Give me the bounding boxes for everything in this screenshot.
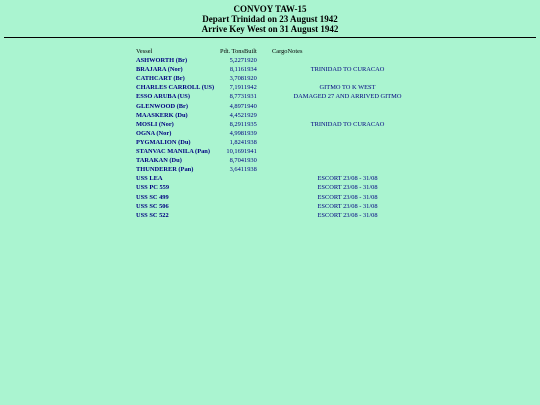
built-cell xyxy=(244,183,272,192)
built-cell xyxy=(244,211,272,220)
vessel-cell: PYGMALION (Du) xyxy=(136,138,191,146)
page-title: CONVOY TAW-15 xyxy=(233,4,307,14)
column-header-tons: Pdt. Tons xyxy=(220,48,244,55)
cargo-cell xyxy=(272,147,288,156)
table-row xyxy=(136,202,408,211)
notes-cell: TRINIDAD TO CURACAO xyxy=(310,120,385,128)
table-row xyxy=(136,102,408,111)
notes-cell xyxy=(288,156,408,165)
notes-cell: GITMO TO K WEST xyxy=(319,84,376,92)
tons-cell: 4,452 xyxy=(229,111,244,119)
built-cell xyxy=(244,174,272,183)
notes-cell xyxy=(288,102,408,111)
tons-cell: 3,708 xyxy=(229,75,244,83)
vessel-cell: ASHWORTH (Br) xyxy=(136,57,188,65)
table-row xyxy=(136,174,408,183)
table-row xyxy=(136,138,408,147)
notes-cell: ESCORT 23/08 - 31/08 xyxy=(317,184,378,192)
cargo-cell xyxy=(272,156,288,165)
table-row xyxy=(136,83,408,92)
built-cell: 1938 xyxy=(244,166,257,174)
vessel-cell: GLENWOOD (Br) xyxy=(136,102,189,110)
tons-cell: 8,116 xyxy=(229,66,244,74)
built-cell: 1931 xyxy=(244,93,257,101)
page-header xyxy=(0,0,540,34)
built-cell xyxy=(244,202,272,211)
vessel-cell: USS LEA xyxy=(136,175,163,183)
table-row xyxy=(136,193,408,202)
vessel-cell: TARAKAN (Du) xyxy=(136,157,182,165)
cargo-cell xyxy=(272,129,288,138)
header-divider xyxy=(4,37,536,38)
table-row xyxy=(136,56,408,65)
tons-cell: 8,773 xyxy=(229,93,244,101)
table-body xyxy=(136,56,408,220)
vessel-cell: MOSLI (Nor) xyxy=(136,120,174,128)
cargo-cell xyxy=(272,92,288,101)
built-cell: 1935 xyxy=(244,120,257,128)
table-row xyxy=(136,65,408,74)
tons-cell xyxy=(216,211,244,220)
cargo-cell xyxy=(272,111,288,120)
cargo-cell xyxy=(272,83,288,92)
table-row xyxy=(136,183,408,192)
column-header-cargo: Cargo xyxy=(272,48,288,55)
notes-cell xyxy=(288,147,408,156)
tons-cell xyxy=(216,183,244,192)
cargo-cell xyxy=(272,56,288,65)
vessel-cell: MAASKERK (Du) xyxy=(136,111,188,119)
table-row xyxy=(136,156,408,165)
notes-cell xyxy=(288,111,408,120)
tons-cell: 7,191 xyxy=(229,84,244,92)
built-cell: 1941 xyxy=(244,148,257,156)
tons-cell: 4,897 xyxy=(229,102,244,110)
tons-cell: 1,824 xyxy=(229,138,244,146)
notes-cell: ESCORT 23/08 - 31/08 xyxy=(317,202,378,210)
tons-cell: 10,169 xyxy=(226,148,244,156)
notes-cell xyxy=(288,138,408,147)
cargo-cell xyxy=(272,120,288,129)
table-row xyxy=(136,92,408,101)
table-row xyxy=(136,74,408,83)
cargo-cell xyxy=(272,102,288,111)
vessel-cell: USS PC 559 xyxy=(136,184,170,192)
cargo-cell xyxy=(272,165,288,174)
vessel-cell: USS SC 506 xyxy=(136,202,169,210)
cargo-cell xyxy=(272,211,288,220)
notes-cell: ESCORT 23/08 - 31/08 xyxy=(317,211,378,219)
cargo-cell xyxy=(272,193,288,202)
built-cell xyxy=(244,193,272,202)
depart-line: Depart Trinidad on 23 August 1942 xyxy=(202,14,338,24)
tons-cell: 5,227 xyxy=(229,57,244,65)
cargo-cell xyxy=(272,202,288,211)
cargo-cell xyxy=(272,65,288,74)
vessel-cell: CHARLES CARROLL (US) xyxy=(136,84,215,92)
tons-cell: 8,291 xyxy=(229,120,244,128)
built-cell: 1920 xyxy=(244,57,257,65)
tons-cell xyxy=(216,202,244,211)
arrive-line: Arrive Key West on 31 August 1942 xyxy=(201,24,339,34)
cargo-cell xyxy=(272,138,288,147)
vessel-cell: STANVAC MANILA (Pan) xyxy=(136,148,210,156)
vessel-cell: OGNA (Nor) xyxy=(136,129,172,137)
cargo-cell xyxy=(272,74,288,83)
notes-cell xyxy=(288,74,408,83)
tons-cell xyxy=(216,174,244,183)
column-header-notes: Notes xyxy=(287,48,303,55)
column-header-built: Built xyxy=(244,48,257,55)
vessel-cell: ESSO ARUBA (US) xyxy=(136,93,190,101)
convoy-table xyxy=(136,47,408,220)
notes-cell: ESCORT 23/08 - 31/08 xyxy=(317,175,378,183)
notes-cell xyxy=(288,165,408,174)
tons-cell: 3,641 xyxy=(229,166,244,174)
vessel-cell: CATHCART (Br) xyxy=(136,75,185,83)
column-header-vessel: Vessel xyxy=(136,48,153,55)
tons-cell: 8,704 xyxy=(229,157,244,165)
notes-cell xyxy=(288,129,408,138)
built-cell: 1920 xyxy=(244,75,257,83)
built-cell: 1938 xyxy=(244,138,257,146)
table-row xyxy=(136,129,408,138)
notes-cell xyxy=(288,56,408,65)
notes-cell: DAMAGED 27 AND ARRIVED GITMO xyxy=(293,93,402,101)
table-row xyxy=(136,120,408,129)
table-row xyxy=(136,111,408,120)
table-header-row xyxy=(136,47,408,56)
table-row xyxy=(136,165,408,174)
vessel-cell: BRAJARA (Nor) xyxy=(136,66,183,74)
vessel-cell: THUNDERER (Pan) xyxy=(136,166,194,174)
built-cell: 1929 xyxy=(244,111,257,119)
vessel-cell: USS SC 499 xyxy=(136,193,169,201)
cargo-cell xyxy=(272,174,288,183)
table-row xyxy=(136,211,408,220)
notes-cell: TRINIDAD TO CURACAO xyxy=(310,66,385,74)
tons-cell: 4,998 xyxy=(229,129,244,137)
built-cell: 1934 xyxy=(244,66,257,74)
table-row xyxy=(136,147,408,156)
notes-cell: ESCORT 23/08 - 31/08 xyxy=(317,193,378,201)
vessel-cell: USS SC 522 xyxy=(136,211,169,219)
tons-cell xyxy=(216,193,244,202)
built-cell: 1940 xyxy=(244,102,257,110)
built-cell: 1939 xyxy=(244,129,257,137)
built-cell: 1930 xyxy=(244,157,257,165)
built-cell: 1942 xyxy=(244,84,257,92)
cargo-cell xyxy=(272,183,288,192)
